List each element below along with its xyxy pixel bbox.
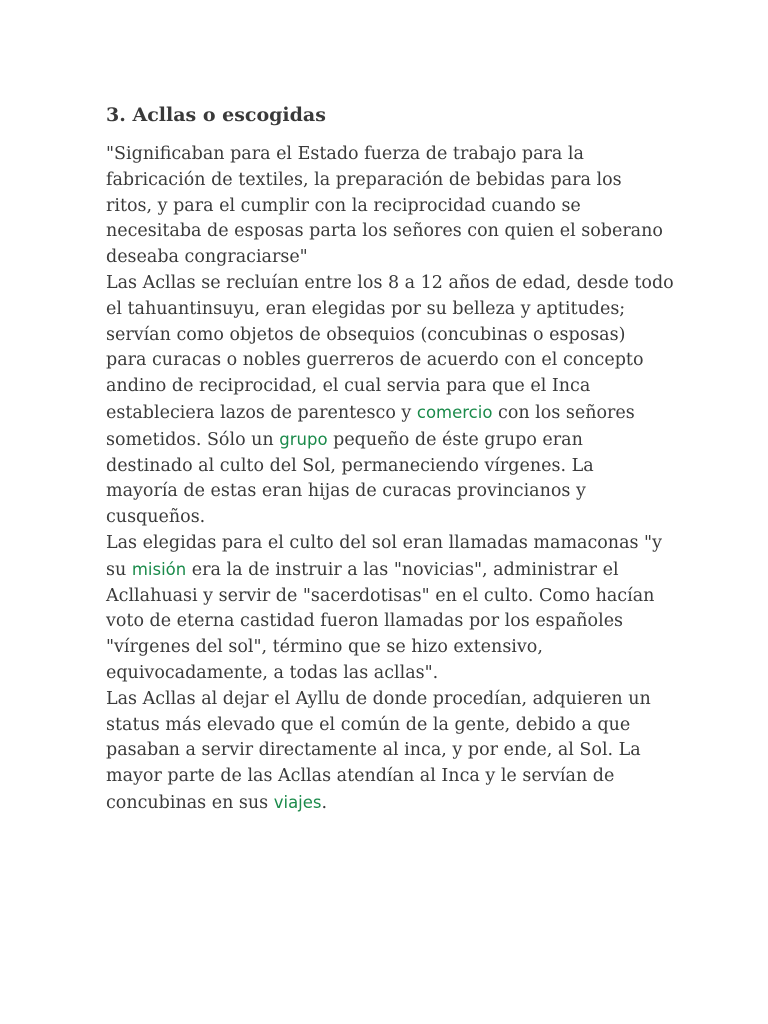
text-segment: destinado al culto del Sol, permaneciendo vírgenes. La: [106, 455, 594, 476]
text-line: [106, 297, 666, 323]
text-segment: su: [106, 559, 132, 580]
text-line: [106, 531, 666, 557]
text-segment: pequeño de éste grupo eran: [327, 429, 583, 450]
text-segment: Las elegidas para el culto del sol eran llamadas mamaconas "y: [106, 532, 662, 553]
text-line: [106, 738, 666, 764]
text-segment: necesitaba de esposas parta los señores con quien el soberano: [106, 221, 663, 242]
text-line: [106, 454, 666, 480]
text-segment: "vírgenes del sol", término que se hizo extensivo,: [106, 637, 543, 658]
text-line: [106, 584, 666, 610]
text-line: [106, 790, 666, 817]
text-line: [106, 479, 666, 505]
text-segment: equivocadamente, a todas las acllas".: [106, 662, 439, 683]
section-title: 3. Acllas o escogidas: [106, 104, 326, 126]
text-segment: .: [321, 792, 328, 813]
text-line: [106, 505, 666, 531]
text-line: [106, 194, 666, 220]
text-segment: cusqueños.: [106, 507, 206, 528]
text-segment: estableciera lazos de parentesco y: [106, 402, 417, 423]
text-line: [106, 271, 674, 297]
text-segment: mayoría de estas eran hijas de curacas provincianos y: [106, 481, 586, 502]
text-line: [106, 609, 666, 635]
text-line: [106, 764, 666, 790]
text-segment: el tahuantinsuyu, eran elegidas por su belleza y aptitudes;: [106, 298, 626, 319]
text-segment: "Significaban para el Estado fuerza de trabajo para la: [106, 144, 584, 164]
keyword-link[interactable]: misión: [131, 559, 187, 579]
text-line: [106, 635, 666, 661]
text-line: [106, 713, 666, 739]
text-line: [106, 661, 666, 687]
text-line: [106, 142, 666, 168]
text-line: [106, 374, 666, 400]
text-segment: status más elevado que el común de la gente, debido a que: [106, 714, 631, 735]
text-segment: fabricación de textiles, la preparación de bebidas para los: [106, 169, 622, 190]
text-segment: andino de reciprocidad, el cual servia para que el Inca: [106, 376, 591, 397]
text-segment: concubinas en sus: [106, 792, 274, 813]
text-segment: con los señores: [492, 402, 635, 423]
text-line: [106, 427, 666, 454]
text-line: [106, 245, 666, 271]
keyword-link[interactable]: viajes: [273, 792, 322, 812]
text-segment: deseaba congraciarse": [106, 247, 308, 268]
text-line: [106, 557, 666, 584]
text-segment: ritos, y para el cumplir con la reciprocidad cuando se: [106, 195, 581, 216]
document-page: [106, 100, 674, 817]
text-line: [106, 348, 666, 374]
text-line: [106, 400, 666, 427]
text-segment: Las Acllas al dejar el Ayllu de donde procedían, adquieren un: [106, 688, 651, 709]
text-line: [106, 219, 666, 245]
keyword-link[interactable]: comercio: [416, 402, 493, 422]
text-segment: para curacas o nobles guerreros de acuerdo con el concepto: [106, 350, 644, 371]
text-line: [106, 168, 666, 194]
text-line: [106, 687, 666, 713]
text-segment: Las Acllas se recluían entre los 8 a 12 años de edad, desde todo: [106, 272, 674, 293]
keyword-link[interactable]: grupo: [279, 429, 328, 449]
text-segment: sometidos. Sólo un: [106, 429, 280, 450]
text-segment: servían como objetos de obsequios (concubinas o esposas): [106, 324, 626, 345]
text-segment: Acllahuasi y servir de "sacerdotisas" en el culto. Como hacían: [106, 585, 655, 606]
text-segment: voto de eterna castidad fueron llamadas por los españoles: [106, 611, 624, 632]
text-line: [106, 323, 666, 349]
text-segment: mayor parte de las Acllas atendían al Inca y le servían de: [106, 766, 615, 787]
body-text: [106, 142, 674, 817]
text-segment: pasaban a servir directamente al inca, y por ende, al Sol. La: [106, 740, 641, 761]
text-segment: era la de instruir a las "novicias", administrar el: [186, 559, 619, 580]
